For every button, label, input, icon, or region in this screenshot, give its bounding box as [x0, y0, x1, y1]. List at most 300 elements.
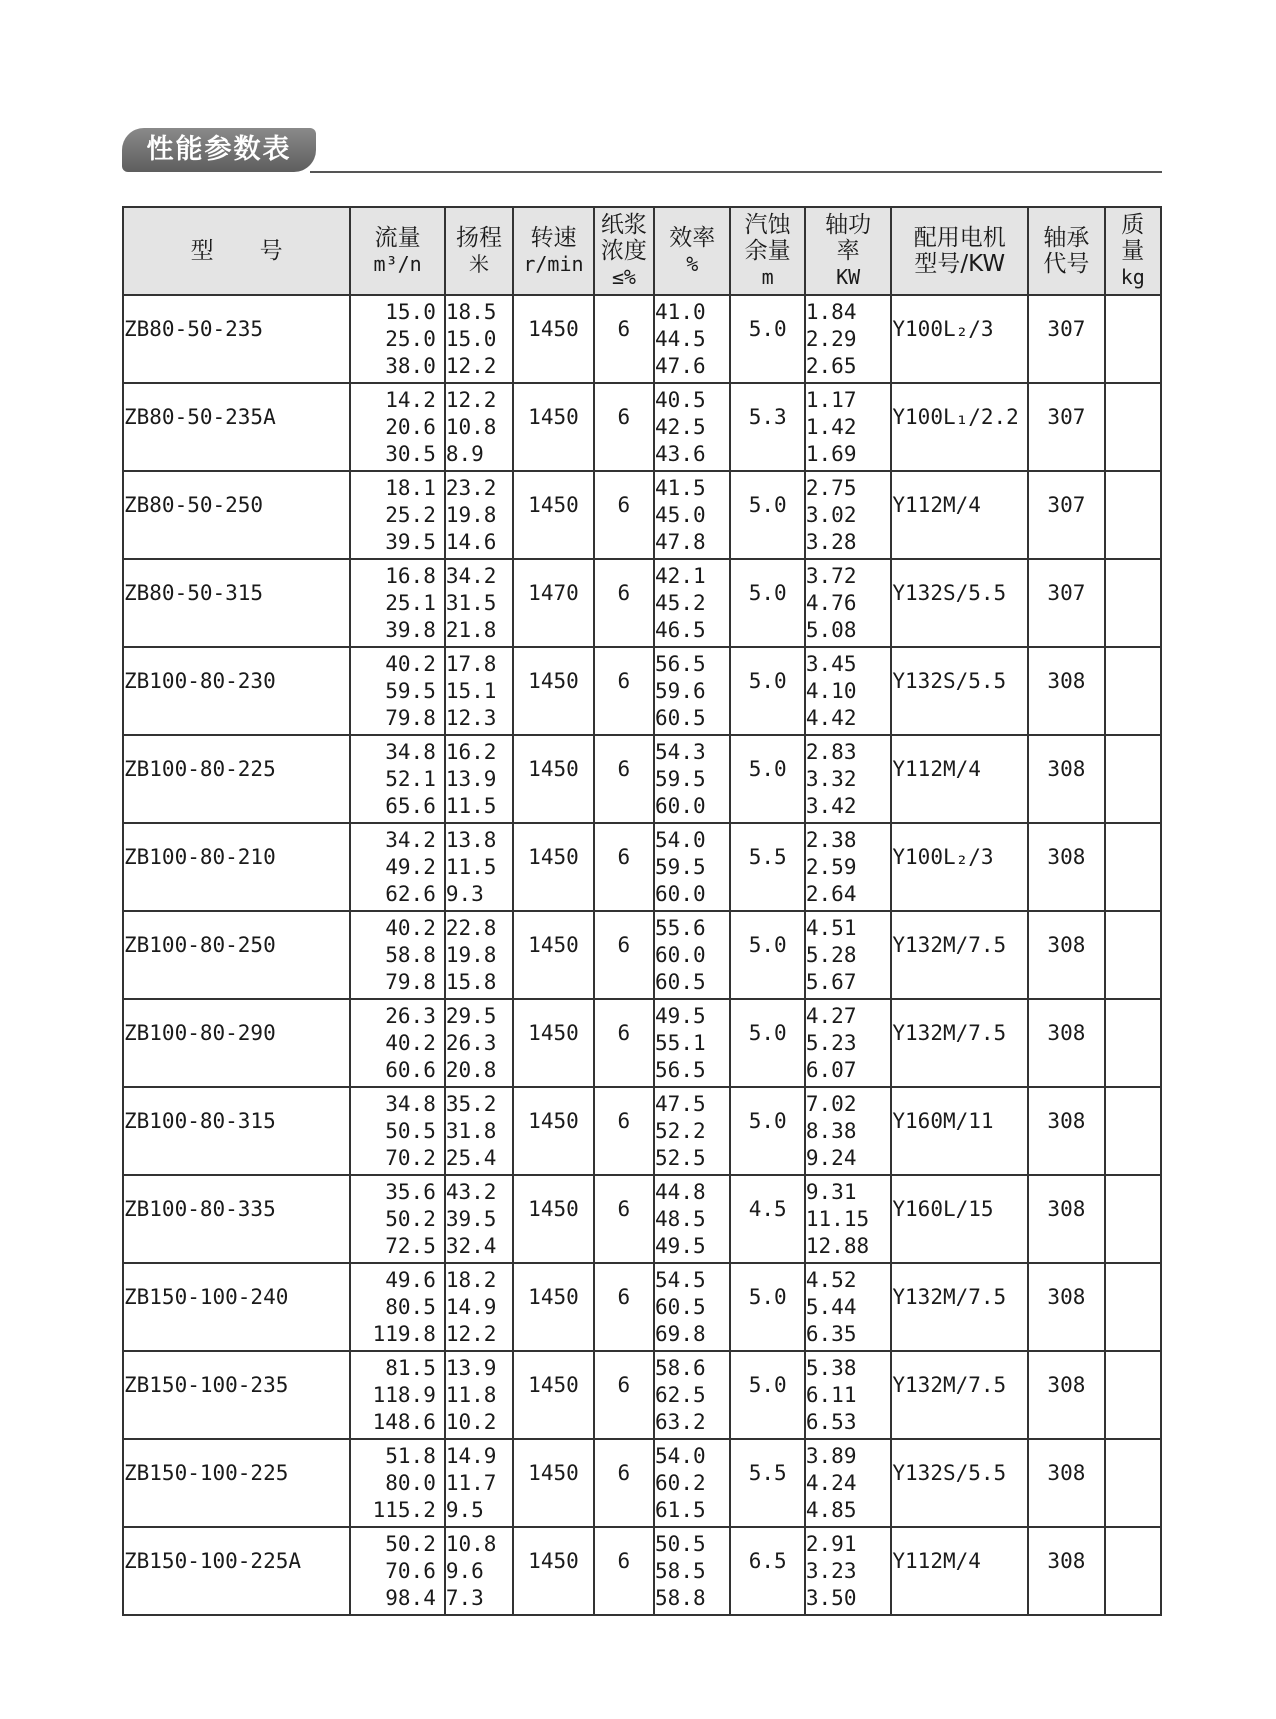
- header-pulp: 纸浆 浓度 ≤%: [594, 207, 654, 295]
- performance-table: [122, 206, 1162, 1616]
- cell-efficiency: [654, 999, 730, 1087]
- table-row: [123, 735, 1161, 823]
- cell-head-value: 10.8: [445, 414, 497, 439]
- cell-flow-value: 50.2: [385, 1206, 436, 1231]
- cell-flow-value: 80.5: [385, 1294, 436, 1319]
- table-row: [123, 1087, 1161, 1175]
- cell-shaft-power: [805, 1087, 892, 1175]
- cell-bearing: 308: [1028, 1527, 1104, 1615]
- cell-shaft-power-value: 11.15: [805, 1206, 870, 1231]
- cell-efficiency-value: 45.2: [655, 590, 706, 615]
- cell-flow: [350, 999, 445, 1087]
- cell-model: ZB80-50-235: [123, 295, 350, 383]
- cell-speed: 1450: [513, 383, 593, 471]
- cell-shaft-power-value: 5.38: [805, 1355, 857, 1380]
- cell-shaft-power-value: 3.28: [805, 529, 857, 554]
- cell-shaft-power-value: 2.65: [805, 353, 857, 378]
- cell-shaft-power-value: 3.72: [805, 563, 857, 588]
- cell-pulp: 6: [594, 1527, 654, 1615]
- cell-flow-value: 26.3: [385, 1003, 436, 1028]
- cell-head-value: 9.5: [445, 1497, 484, 1522]
- cell-mass: [1105, 295, 1161, 383]
- cell-speed: 1450: [513, 471, 593, 559]
- cell-efficiency-value: 58.8: [655, 1585, 706, 1610]
- cell-motor: Y160M/11: [891, 1087, 1028, 1175]
- cell-bearing: 308: [1028, 647, 1104, 735]
- cell-model: ZB150-100-240: [123, 1263, 350, 1351]
- cell-motor: Y112M/4: [891, 735, 1028, 823]
- cell-flow-value: 35.6: [385, 1179, 436, 1204]
- cell-bearing: 308: [1028, 823, 1104, 911]
- cell-flow-value: 72.5: [385, 1233, 436, 1258]
- cell-shaft-power: [805, 911, 892, 999]
- cell-shaft-power: [805, 1351, 892, 1439]
- title-divider: [310, 171, 1162, 173]
- cell-head: [445, 999, 513, 1087]
- header-bearing: 轴承 代号: [1028, 207, 1104, 295]
- cell-mass: [1105, 823, 1161, 911]
- cell-bearing: 308: [1028, 1175, 1104, 1263]
- cell-head: [445, 735, 513, 823]
- cell-flow-value: 80.0: [385, 1470, 436, 1495]
- cell-head-value: 10.2: [445, 1409, 497, 1434]
- cell-speed: 1450: [513, 647, 593, 735]
- cell-shaft-power: [805, 1527, 892, 1615]
- cell-efficiency-value: 52.2: [655, 1118, 706, 1143]
- cell-pulp: 6: [594, 1351, 654, 1439]
- cell-flow: [350, 1351, 445, 1439]
- cell-speed: 1450: [513, 1439, 593, 1527]
- cell-head: [445, 823, 513, 911]
- cell-flow-value: 60.6: [385, 1057, 436, 1082]
- cell-flow: [350, 647, 445, 735]
- cell-efficiency-value: 59.5: [655, 854, 706, 879]
- cell-shaft-power-value: 3.32: [805, 766, 857, 791]
- cell-motor: Y132S/5.5: [891, 1439, 1028, 1527]
- cell-flow-value: 25.2: [385, 502, 436, 527]
- cell-speed: 1450: [513, 735, 593, 823]
- cell-efficiency: [654, 1263, 730, 1351]
- cell-shaft-power-value: 12.88: [805, 1233, 870, 1258]
- cell-shaft-power: [805, 647, 892, 735]
- cell-motor: Y100L₁/2.2: [891, 383, 1028, 471]
- cell-efficiency-value: 60.5: [655, 1294, 706, 1319]
- cell-shaft-power-value: 2.29: [805, 326, 857, 351]
- cell-flow-value: 52.1: [385, 766, 436, 791]
- cell-model: ZB150-100-225A: [123, 1527, 350, 1615]
- cell-mass: [1105, 647, 1161, 735]
- cell-npsh: 4.5: [730, 1175, 804, 1263]
- cell-head: [445, 1175, 513, 1263]
- cell-shaft-power-value: 1.42: [805, 414, 857, 439]
- cell-mass: [1105, 1175, 1161, 1263]
- cell-shaft-power: [805, 823, 892, 911]
- cell-model: ZB100-80-250: [123, 911, 350, 999]
- header-flow: 流量 m³/n: [350, 207, 445, 295]
- cell-mass: [1105, 471, 1161, 559]
- cell-model: ZB100-80-225: [123, 735, 350, 823]
- cell-efficiency-value: 63.2: [655, 1409, 706, 1434]
- cell-pulp: 6: [594, 647, 654, 735]
- cell-shaft-power-value: 7.02: [805, 1091, 857, 1116]
- cell-shaft-power-value: 4.76: [805, 590, 857, 615]
- cell-mass: [1105, 1439, 1161, 1527]
- cell-flow-value: 65.6: [385, 793, 436, 818]
- cell-mass: [1105, 559, 1161, 647]
- cell-efficiency-value: 54.0: [655, 1443, 706, 1468]
- cell-efficiency-value: 47.8: [655, 529, 706, 554]
- cell-model: ZB80-50-250: [123, 471, 350, 559]
- cell-head-value: 29.5: [445, 1003, 497, 1028]
- cell-flow-value: 25.1: [385, 590, 436, 615]
- cell-speed: 1450: [513, 1087, 593, 1175]
- cell-flow-value: 34.8: [385, 1091, 436, 1116]
- cell-head-value: 32.4: [445, 1233, 497, 1258]
- cell-npsh: 5.5: [730, 1439, 804, 1527]
- table-row: [123, 1527, 1161, 1615]
- cell-bearing: 308: [1028, 1351, 1104, 1439]
- table-row: [123, 1175, 1161, 1263]
- cell-head-value: 39.5: [445, 1206, 497, 1231]
- cell-shaft-power-value: 3.45: [805, 651, 857, 676]
- cell-shaft-power-value: 3.02: [805, 502, 857, 527]
- cell-shaft-power-value: 2.83: [805, 739, 857, 764]
- cell-shaft-power-value: 2.91: [805, 1531, 857, 1556]
- cell-pulp: 6: [594, 1087, 654, 1175]
- table-row: [123, 1439, 1161, 1527]
- cell-motor: Y100L₂/3: [891, 823, 1028, 911]
- cell-shaft-power-value: 3.23: [805, 1558, 857, 1583]
- cell-flow-value: 14.2: [385, 387, 436, 412]
- cell-model: ZB100-80-315: [123, 1087, 350, 1175]
- cell-shaft-power-value: 8.38: [805, 1118, 857, 1143]
- cell-shaft-power-value: 9.31: [805, 1179, 857, 1204]
- cell-flow-value: 119.8: [372, 1321, 436, 1346]
- cell-shaft-power-value: 1.69: [805, 441, 857, 466]
- cell-head-value: 7.3: [445, 1585, 484, 1610]
- cell-head: [445, 383, 513, 471]
- cell-flow-value: 79.8: [385, 705, 436, 730]
- cell-shaft-power-value: 3.89: [805, 1443, 857, 1468]
- cell-bearing: 308: [1028, 1087, 1104, 1175]
- cell-flow-value: 115.2: [372, 1497, 436, 1522]
- header-speed: 转速 r/min: [513, 207, 593, 295]
- cell-flow-value: 50.2: [385, 1531, 436, 1556]
- cell-shaft-power: [805, 1439, 892, 1527]
- cell-shaft-power-value: 4.10: [805, 678, 857, 703]
- cell-efficiency: [654, 471, 730, 559]
- cell-efficiency-value: 44.5: [655, 326, 706, 351]
- cell-head-value: 31.5: [445, 590, 497, 615]
- cell-head-value: 12.2: [445, 387, 497, 412]
- cell-head-value: 13.8: [445, 827, 497, 852]
- cell-model: ZB150-100-235: [123, 1351, 350, 1439]
- cell-efficiency-value: 55.1: [655, 1030, 706, 1055]
- cell-pulp: 6: [594, 1263, 654, 1351]
- cell-motor: Y132S/5.5: [891, 559, 1028, 647]
- header-shaft-power: 轴功 率 KW: [805, 207, 892, 295]
- cell-flow-value: 30.5: [385, 441, 436, 466]
- cell-head: [445, 1351, 513, 1439]
- cell-shaft-power-value: 5.08: [805, 617, 857, 642]
- cell-efficiency: [654, 911, 730, 999]
- cell-head-value: 12.2: [445, 1321, 497, 1346]
- cell-pulp: 6: [594, 295, 654, 383]
- cell-efficiency-value: 61.5: [655, 1497, 706, 1522]
- cell-motor: Y132M/7.5: [891, 1351, 1028, 1439]
- cell-motor: Y132M/7.5: [891, 1263, 1028, 1351]
- cell-efficiency-value: 60.5: [655, 705, 706, 730]
- table-row: [123, 295, 1161, 383]
- cell-flow-value: 18.1: [385, 475, 436, 500]
- cell-efficiency-value: 60.2: [655, 1470, 706, 1495]
- cell-shaft-power-value: 9.24: [805, 1145, 857, 1170]
- cell-efficiency-value: 60.0: [655, 881, 706, 906]
- cell-flow-value: 34.2: [385, 827, 436, 852]
- cell-motor: Y112M/4: [891, 471, 1028, 559]
- cell-head-value: 11.5: [445, 854, 497, 879]
- cell-shaft-power: [805, 735, 892, 823]
- cell-flow: [350, 735, 445, 823]
- cell-head-value: 22.8: [445, 915, 497, 940]
- cell-npsh: 5.0: [730, 647, 804, 735]
- cell-pulp: 6: [594, 1175, 654, 1263]
- cell-npsh: 5.3: [730, 383, 804, 471]
- table-row: [123, 559, 1161, 647]
- cell-efficiency: [654, 295, 730, 383]
- cell-speed: 1450: [513, 1175, 593, 1263]
- cell-head-value: 9.6: [445, 1558, 484, 1583]
- section-title-badge: [122, 128, 316, 172]
- cell-flow-value: 34.8: [385, 739, 436, 764]
- cell-model: ZB100-80-230: [123, 647, 350, 735]
- cell-shaft-power-value: 5.44: [805, 1294, 857, 1319]
- cell-flow: [350, 1175, 445, 1263]
- cell-speed: 1450: [513, 1263, 593, 1351]
- cell-shaft-power: [805, 471, 892, 559]
- header-head: 扬程 米: [445, 207, 513, 295]
- cell-flow-value: 70.6: [385, 1558, 436, 1583]
- cell-pulp: 6: [594, 383, 654, 471]
- cell-head-value: 11.5: [445, 793, 497, 818]
- cell-efficiency-value: 44.8: [655, 1179, 706, 1204]
- cell-flow: [350, 471, 445, 559]
- cell-flow-value: 49.6: [385, 1267, 436, 1292]
- cell-shaft-power-value: 6.35: [805, 1321, 857, 1346]
- cell-npsh: 5.5: [730, 823, 804, 911]
- cell-efficiency: [654, 1527, 730, 1615]
- cell-shaft-power-value: 6.07: [805, 1057, 857, 1082]
- cell-head: [445, 1087, 513, 1175]
- cell-efficiency-value: 50.5: [655, 1531, 706, 1556]
- cell-flow-value: 62.6: [385, 881, 436, 906]
- cell-model: ZB100-80-335: [123, 1175, 350, 1263]
- cell-flow: [350, 295, 445, 383]
- cell-shaft-power-value: 4.51: [805, 915, 857, 940]
- cell-npsh: 5.0: [730, 911, 804, 999]
- cell-mass: [1105, 1087, 1161, 1175]
- cell-motor: Y132M/7.5: [891, 911, 1028, 999]
- cell-shaft-power-value: 4.52: [805, 1267, 857, 1292]
- cell-flow: [350, 1087, 445, 1175]
- cell-head-value: 8.9: [445, 441, 484, 466]
- cell-pulp: 6: [594, 999, 654, 1087]
- cell-mass: [1105, 911, 1161, 999]
- cell-efficiency: [654, 1087, 730, 1175]
- cell-motor: Y132S/5.5: [891, 647, 1028, 735]
- cell-shaft-power: [805, 999, 892, 1087]
- cell-npsh: 5.0: [730, 999, 804, 1087]
- cell-flow: [350, 1439, 445, 1527]
- cell-mass: [1105, 383, 1161, 471]
- cell-head-value: 15.0: [445, 326, 497, 351]
- cell-shaft-power-value: 4.27: [805, 1003, 857, 1028]
- table-row: [123, 1263, 1161, 1351]
- cell-flow: [350, 823, 445, 911]
- table-row: [123, 647, 1161, 735]
- cell-mass: [1105, 1527, 1161, 1615]
- cell-head-value: 11.7: [445, 1470, 497, 1495]
- cell-npsh: 5.0: [730, 1087, 804, 1175]
- cell-efficiency-value: 60.5: [655, 969, 706, 994]
- cell-shaft-power: [805, 383, 892, 471]
- cell-shaft-power-value: 6.11: [805, 1382, 857, 1407]
- cell-shaft-power-value: 1.84: [805, 299, 857, 324]
- cell-pulp: 6: [594, 735, 654, 823]
- cell-head: [445, 911, 513, 999]
- cell-efficiency: [654, 735, 730, 823]
- cell-efficiency: [654, 383, 730, 471]
- header-efficiency: 效率 %: [654, 207, 730, 295]
- cell-shaft-power-value: 2.59: [805, 854, 857, 879]
- cell-head-value: 14.9: [445, 1443, 497, 1468]
- cell-efficiency: [654, 647, 730, 735]
- cell-flow-value: 40.2: [385, 915, 436, 940]
- cell-efficiency-value: 54.5: [655, 1267, 706, 1292]
- cell-head: [445, 295, 513, 383]
- cell-efficiency-value: 42.1: [655, 563, 706, 588]
- cell-flow-value: 118.9: [372, 1382, 436, 1407]
- cell-head-value: 18.5: [445, 299, 497, 324]
- table-row: [123, 911, 1161, 999]
- cell-head-value: 12.3: [445, 705, 497, 730]
- cell-head-value: 16.2: [445, 739, 497, 764]
- cell-flow-value: 25.0: [385, 326, 436, 351]
- cell-speed: 1450: [513, 1351, 593, 1439]
- cell-mass: [1105, 1263, 1161, 1351]
- cell-head-value: 21.8: [445, 617, 497, 642]
- cell-efficiency-value: 41.5: [655, 475, 706, 500]
- cell-efficiency-value: 56.5: [655, 1057, 706, 1082]
- cell-efficiency-value: 40.5: [655, 387, 706, 412]
- cell-speed: 1470: [513, 559, 593, 647]
- cell-flow: [350, 559, 445, 647]
- table-header-row: [123, 207, 1161, 295]
- header-mass: 质 量 kg: [1105, 207, 1161, 295]
- cell-bearing: 307: [1028, 295, 1104, 383]
- cell-head-value: 18.2: [445, 1267, 497, 1292]
- cell-head-value: 13.9: [445, 1355, 497, 1380]
- cell-npsh: 5.0: [730, 1351, 804, 1439]
- cell-flow-value: 20.6: [385, 414, 436, 439]
- cell-model: ZB150-100-225: [123, 1439, 350, 1527]
- cell-shaft-power-value: 4.85: [805, 1497, 857, 1522]
- cell-pulp: 6: [594, 911, 654, 999]
- cell-flow-value: 98.4: [385, 1585, 436, 1610]
- cell-flow-value: 49.2: [385, 854, 436, 879]
- cell-head: [445, 559, 513, 647]
- cell-efficiency-value: 58.5: [655, 1558, 706, 1583]
- cell-flow-value: 40.2: [385, 1030, 436, 1055]
- table-row: [123, 471, 1161, 559]
- cell-head: [445, 1439, 513, 1527]
- cell-flow-value: 39.5: [385, 529, 436, 554]
- cell-shaft-power: [805, 1263, 892, 1351]
- cell-head-value: 11.8: [445, 1382, 497, 1407]
- cell-npsh: 5.0: [730, 1263, 804, 1351]
- cell-efficiency-value: 59.6: [655, 678, 706, 703]
- cell-head: [445, 1263, 513, 1351]
- header-motor: 配用电机 型号/KW: [891, 207, 1028, 295]
- cell-model: ZB100-80-290: [123, 999, 350, 1087]
- cell-model: ZB80-50-315: [123, 559, 350, 647]
- table-row: [123, 383, 1161, 471]
- cell-head-value: 14.9: [445, 1294, 497, 1319]
- cell-bearing: 307: [1028, 471, 1104, 559]
- cell-efficiency: [654, 559, 730, 647]
- cell-bearing: 308: [1028, 1439, 1104, 1527]
- cell-mass: [1105, 735, 1161, 823]
- cell-npsh: 5.0: [730, 295, 804, 383]
- cell-efficiency: [654, 1439, 730, 1527]
- cell-efficiency: [654, 823, 730, 911]
- cell-bearing: 307: [1028, 383, 1104, 471]
- cell-pulp: 6: [594, 471, 654, 559]
- table-row: [123, 999, 1161, 1087]
- cell-efficiency-value: 60.0: [655, 942, 706, 967]
- cell-efficiency-value: 56.5: [655, 651, 706, 676]
- cell-head-value: 34.2: [445, 563, 497, 588]
- header-npsh: 汽蚀 余量 m: [730, 207, 804, 295]
- cell-efficiency: [654, 1351, 730, 1439]
- cell-npsh: 5.0: [730, 471, 804, 559]
- cell-shaft-power-value: 5.67: [805, 969, 857, 994]
- cell-head-value: 43.2: [445, 1179, 497, 1204]
- cell-bearing: 308: [1028, 1263, 1104, 1351]
- cell-flow-value: 51.8: [385, 1443, 436, 1468]
- cell-flow-value: 40.2: [385, 651, 436, 676]
- cell-flow-value: 58.8: [385, 942, 436, 967]
- cell-mass: [1105, 1351, 1161, 1439]
- cell-efficiency-value: 54.0: [655, 827, 706, 852]
- cell-efficiency-value: 49.5: [655, 1233, 706, 1258]
- cell-shaft-power-value: 3.50: [805, 1585, 857, 1610]
- cell-bearing: 308: [1028, 735, 1104, 823]
- cell-efficiency-value: 46.5: [655, 617, 706, 642]
- cell-motor: Y100L₂/3: [891, 295, 1028, 383]
- cell-speed: 1450: [513, 295, 593, 383]
- cell-shaft-power: [805, 559, 892, 647]
- cell-efficiency-value: 43.6: [655, 441, 706, 466]
- cell-head: [445, 647, 513, 735]
- cell-speed: 1450: [513, 911, 593, 999]
- cell-shaft-power-value: 2.64: [805, 881, 857, 906]
- cell-head-value: 19.8: [445, 502, 497, 527]
- cell-motor: Y112M/4: [891, 1527, 1028, 1615]
- cell-speed: 1450: [513, 999, 593, 1087]
- cell-head-value: 15.1: [445, 678, 497, 703]
- cell-efficiency-value: 58.6: [655, 1355, 706, 1380]
